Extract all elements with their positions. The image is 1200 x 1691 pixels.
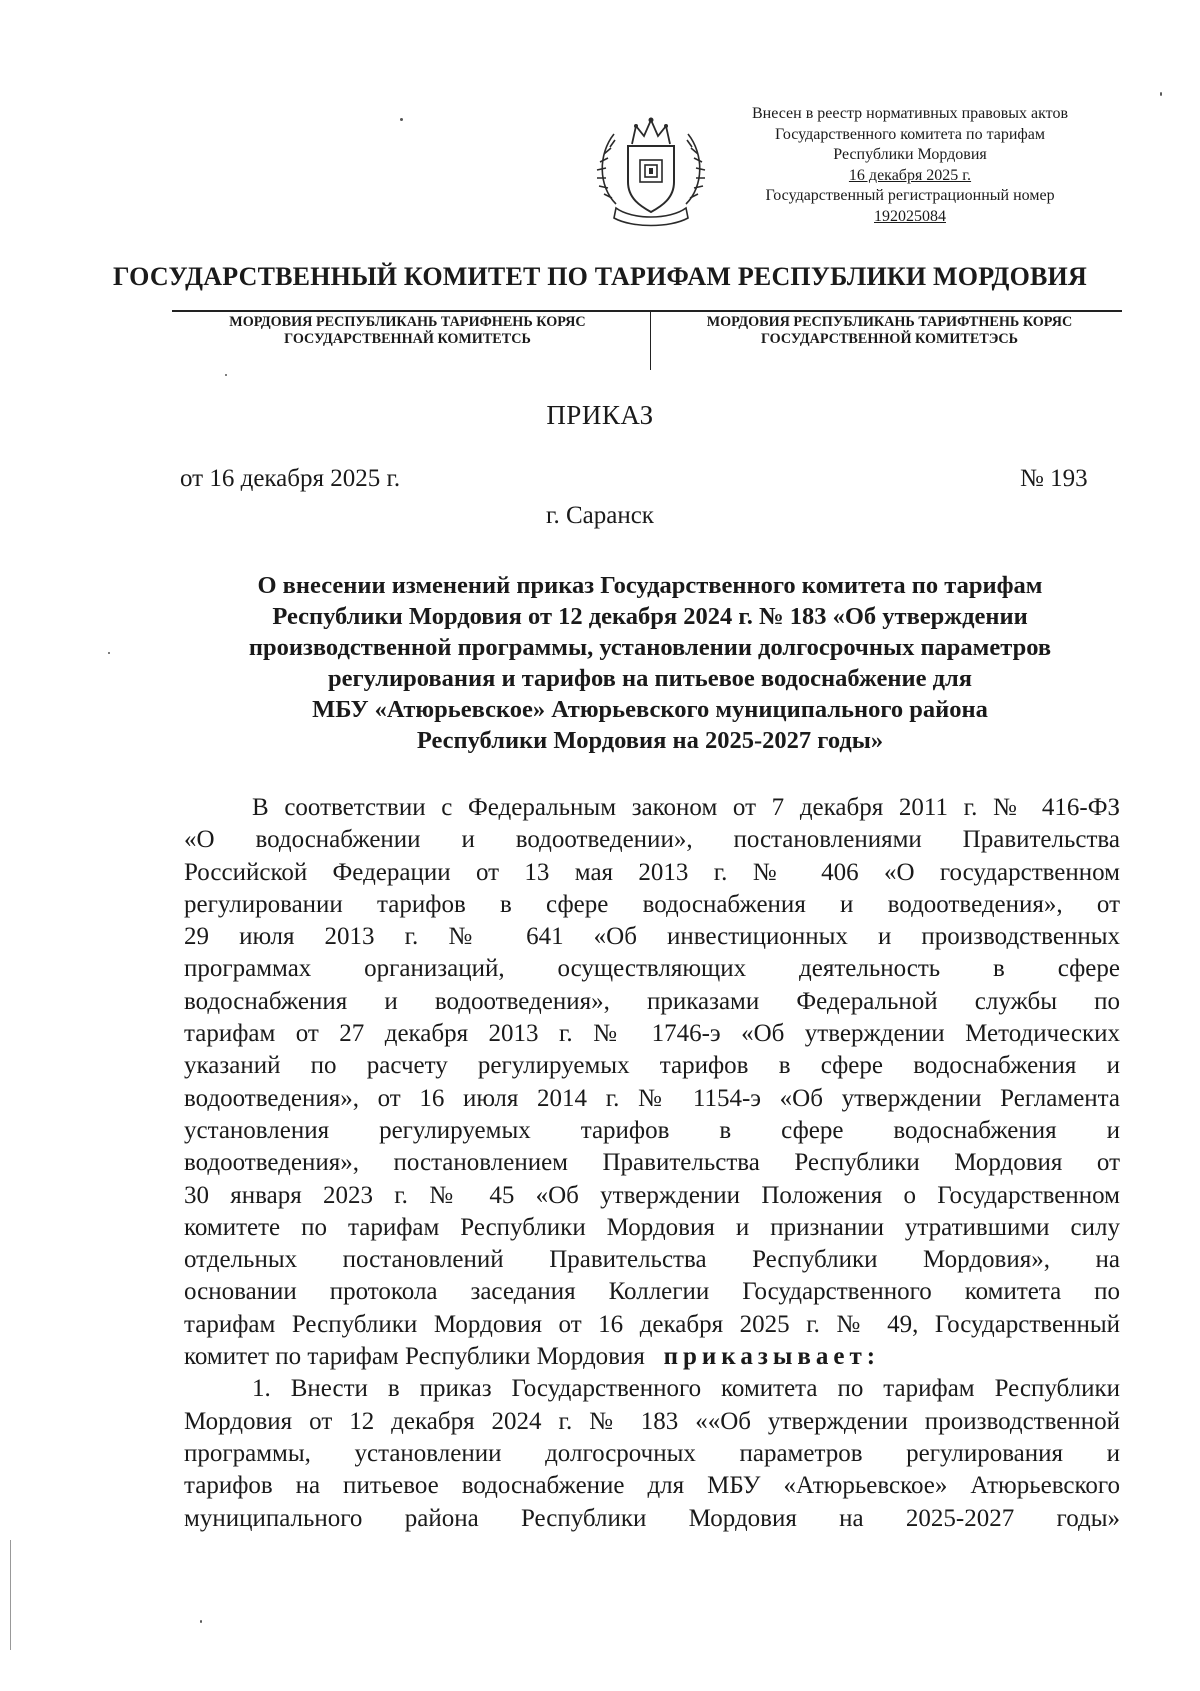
subject-line: Республики Мордовия от 12 декабря 2024 г. № 183 «Об утверждении <box>272 603 1028 630</box>
body-last-text: комитет по тарифам Республики Мордовия <box>184 1343 645 1371</box>
moksha-name-line-1: МОРДОВИЯ РЕСПУБЛИКАНЬ ТАРИФНЕНЬ КОРЯС <box>229 314 586 330</box>
item1-line: тарифов на питьевое водоснабжение для МБУ «Атюрьевское» Атюрьевского <box>184 1472 1120 1500</box>
body-line: В соответствии с Федеральным законом от 7 декабря 2011 г. № 416-ФЗ <box>252 794 1120 821</box>
scan-speck <box>108 652 110 654</box>
body-line-last <box>184 1341 1120 1373</box>
registry-stamp <box>720 104 1100 227</box>
order-verb: приказывает: <box>663 1343 881 1371</box>
registry-date: 16 декабря 2025 г. <box>848 166 972 184</box>
body-line: Российской Федерации от 13 мая 2013 г. № 406 «О государственном <box>184 858 1120 886</box>
erzya-name <box>662 314 1117 348</box>
registry-line-2: Государственного комитета по тарифам <box>774 125 1046 143</box>
item1-line: 1. Внести в приказ Государственного комитета по тарифам Республики <box>252 1375 1120 1403</box>
scan-speck <box>200 1620 202 1623</box>
body-line: тарифам от 27 декабря 2013 г. № 1746-э «Об утверждении Методических <box>184 1020 1120 1048</box>
order-subject <box>180 570 1120 756</box>
committee-title: ГОСУДАРСТВЕННЫЙ КОМИТЕТ ПО ТАРИФАМ РЕСПУБЛИКИ МОРДОВИЯ <box>113 262 1087 291</box>
moksha-name-line-2: ГОСУДАРСТВЕННАЙ КОМИТЕТСЬ <box>284 331 531 347</box>
registry-line-5: Государственный регистрационный номер <box>765 187 1055 204</box>
erzya-name-line-1: МОРДОВИЯ РЕСПУБЛИКАНЬ ТАРИФТНЕНЬ КОРЯС <box>706 314 1073 330</box>
body-line: «О водоснабжении и водоотведении», постановлениями Правительства <box>184 826 1120 854</box>
registry-number: 192025084 <box>874 207 946 225</box>
scan-speck <box>400 118 403 121</box>
erzya-name-line-2: ГОСУДАРСТВЕННОЙ КОМИТЕТЭСЬ <box>760 331 1019 347</box>
order-city: г. Саранск <box>546 502 654 529</box>
subject-line: регулирования и тарифов на питьевое водоснабжение для <box>328 665 972 692</box>
scan-speck <box>225 374 227 376</box>
item1-line: программы, установлении долгосрочных параметров регулирования и <box>184 1439 1120 1467</box>
coat-of-arms-emblem <box>592 108 710 232</box>
order-body <box>184 792 1120 1535</box>
document-type: ПРИКАЗ <box>546 400 654 430</box>
item1-line: Мордовия от 12 декабря 2024 г. № 183 ««Об утверждении производственной <box>184 1407 1120 1435</box>
registry-line-3: Республики Мордовия <box>833 146 987 163</box>
subject-line: О внесении изменений приказ Государственного комитета по тарифам <box>257 572 1043 599</box>
registry-line-1: Внесен в реестр нормативных правовых актов <box>752 105 1068 122</box>
body-line: основании протокола заседания Коллегии Государственного комитета по <box>184 1278 1120 1306</box>
body-line: водоснабжения и водоотведения», приказами Федеральной службы по <box>184 987 1120 1015</box>
body-line: 30 января 2023 г. № 45 «Об утверждении Положения о Государственном <box>184 1181 1120 1209</box>
scan-speck <box>1160 92 1162 96</box>
body-line: водоотведения», от 16 июля 2014 г. № 1154-э «Об утверждении Регламента <box>184 1084 1120 1112</box>
item1-line: муниципального района Республики Мордовия на 2025-2027 годы» <box>184 1504 1120 1532</box>
order-date: от 16 декабря 2025 г. <box>180 465 401 492</box>
header-divider <box>172 310 1122 312</box>
header-vertical-divider <box>650 312 651 370</box>
order-number: № 193 <box>1020 465 1088 492</box>
body-line: тарифам Республики Мордовия от 16 декабря 2025 г. № 49, Государственный <box>184 1310 1120 1338</box>
subject-line: МБУ «Атюрьевское» Атюрьевского муниципального района <box>312 696 988 723</box>
body-line: водоотведения», постановлением Правительства Республики Мордовия от <box>184 1149 1120 1177</box>
body-line: регулировании тарифов в сфере водоснабжения и водоотведения», от <box>184 890 1120 918</box>
body-line: установления регулируемых тарифов в сфере водоснабжения и <box>184 1116 1120 1144</box>
body-line: отдельных постановлений Правительства Республики Мордовия», на <box>184 1246 1120 1274</box>
body-line: указаний по расчету регулируемых тарифов в сфере водоснабжения и <box>184 1052 1120 1080</box>
moksha-name <box>175 314 640 348</box>
scan-edge-line <box>10 1540 11 1650</box>
subject-line: Республики Мордовия на 2025-2027 годы» <box>416 727 884 754</box>
body-line: программах организаций, осуществляющих деятельность в сфере <box>184 955 1120 983</box>
subject-line: производственной программы, установлении долгосрочных параметров <box>248 634 1052 661</box>
body-line: 29 июля 2013 г. № 641 «Об инвестиционных и производственных <box>184 923 1120 951</box>
body-line: комитете по тарифам Республики Мордовия и признании утратившими силу <box>184 1213 1120 1241</box>
